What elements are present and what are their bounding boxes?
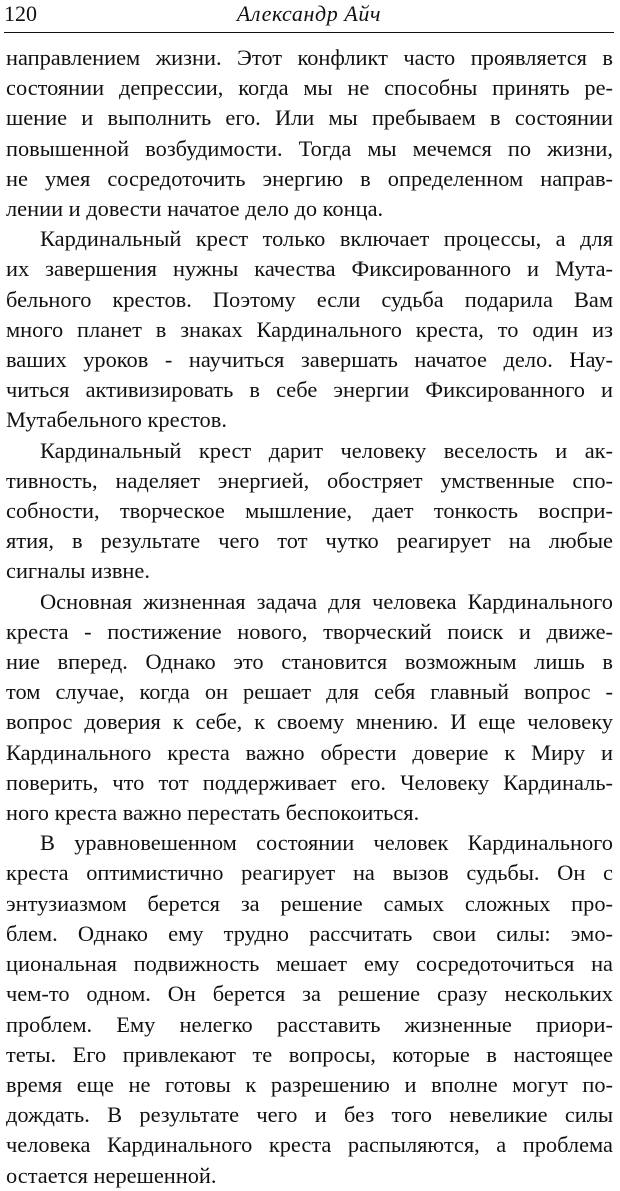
text-line: Кардинальный крест дарит человеку веселость и ак- [40, 437, 613, 463]
text-line: Мутабельного крестов. [6, 407, 227, 433]
text-line: ятия, в результате чего тот чутко реагирует на любые [6, 528, 613, 554]
text-line: лении и довести начатое дело до конца. [6, 196, 384, 222]
text-line: ваших уроков - научиться завершать начатое дело. Нау- [6, 347, 613, 373]
text-line: том случае, когда он решает для себя главный вопрос - [6, 679, 613, 705]
text-line: направлением жизни. Этот конфликт часто проявляется в [6, 45, 613, 70]
text-line: проблем. Ему нелегко расставить жизненные приори- [6, 1011, 613, 1037]
text-line: Кардинальный крест только включает процессы, а для [40, 226, 613, 252]
text-line: блем. Однако ему трудно рассчитать свои силы: эмо- [6, 920, 613, 946]
running-head-author: Александр Айч [236, 1, 382, 26]
text-line: сигналы извне. [6, 558, 150, 584]
text-line: собности, творческое мышление, дает тонкость воспри- [6, 498, 613, 524]
text-line: состоянии депрессии, когда мы не способны принять ре- [6, 75, 613, 101]
text-line: циональная подвижность мешает ему сосредоточиться на [6, 951, 613, 977]
text-line: вопрос доверия к себе, к своему мнению. И еще человеку [6, 709, 613, 735]
text-line: тивность, наделяет энергией, обостряет умственные спо- [6, 467, 613, 493]
page-number: 120 [4, 1, 37, 26]
text-line: бельного крестов. Поэтому если судьба подарила Вам [6, 286, 613, 312]
body-text [6, 43, 613, 1191]
paragraph [6, 224, 613, 435]
text-line: время еще не готовы к разрешению и вполне могут по- [6, 1071, 613, 1097]
text-line: Основная жизненная задача для человека Кардинального [40, 588, 613, 614]
text-line: не умея сосредоточить энергию в определенном направ- [6, 165, 613, 191]
text-line: чем-то одном. Он берется за решение сразу нескольких [6, 981, 613, 1007]
text-line: ние вперед. Однако это становится возможным лишь в [6, 649, 613, 675]
text-line: поверить, что тот поддерживает его. Человеку Кардиналь- [6, 769, 613, 795]
paragraph [6, 436, 613, 587]
text-line: повышенной возбудимости. Тогда мы мечемся по жизни, [6, 135, 613, 161]
text-line: читься активизировать в себе энергии Фиксированного и [6, 377, 613, 403]
paragraph [6, 43, 613, 224]
paragraph [6, 587, 613, 829]
paragraph [6, 828, 613, 1190]
text-line: Кардинального креста важно обрести доверие к Миру и [6, 739, 613, 765]
text-line: их завершения нужны качества Фиксированного и Мута- [6, 256, 613, 282]
text-line: шение и выполнить его. Или мы пребываем в состоянии [6, 105, 613, 131]
text-line: энтузиазмом берется за решение самых сложных про- [6, 890, 613, 916]
text-line: остается нерешенной. [6, 1162, 217, 1188]
text-line: дождать. В результате чего и без того невеликие силы [6, 1102, 613, 1128]
text-line: ного креста важно перестать беспокоиться. [6, 800, 420, 826]
text-line: много планет в знаках Кардинального креста, то один из [6, 316, 613, 342]
page-header [4, 0, 614, 33]
text-line: креста - постижение нового, творческий поиск и движе- [6, 618, 613, 644]
text-line: теты. Его привлекают те вопросы, которые в настоящее [6, 1041, 613, 1067]
text-line: В уравновешенном состоянии человек Кардинального [40, 830, 613, 856]
text-line: человека Кардинального креста распыляются, а проблема [6, 1132, 613, 1158]
text-line: креста оптимистично реагирует на вызов судьбы. Он с [6, 860, 613, 886]
